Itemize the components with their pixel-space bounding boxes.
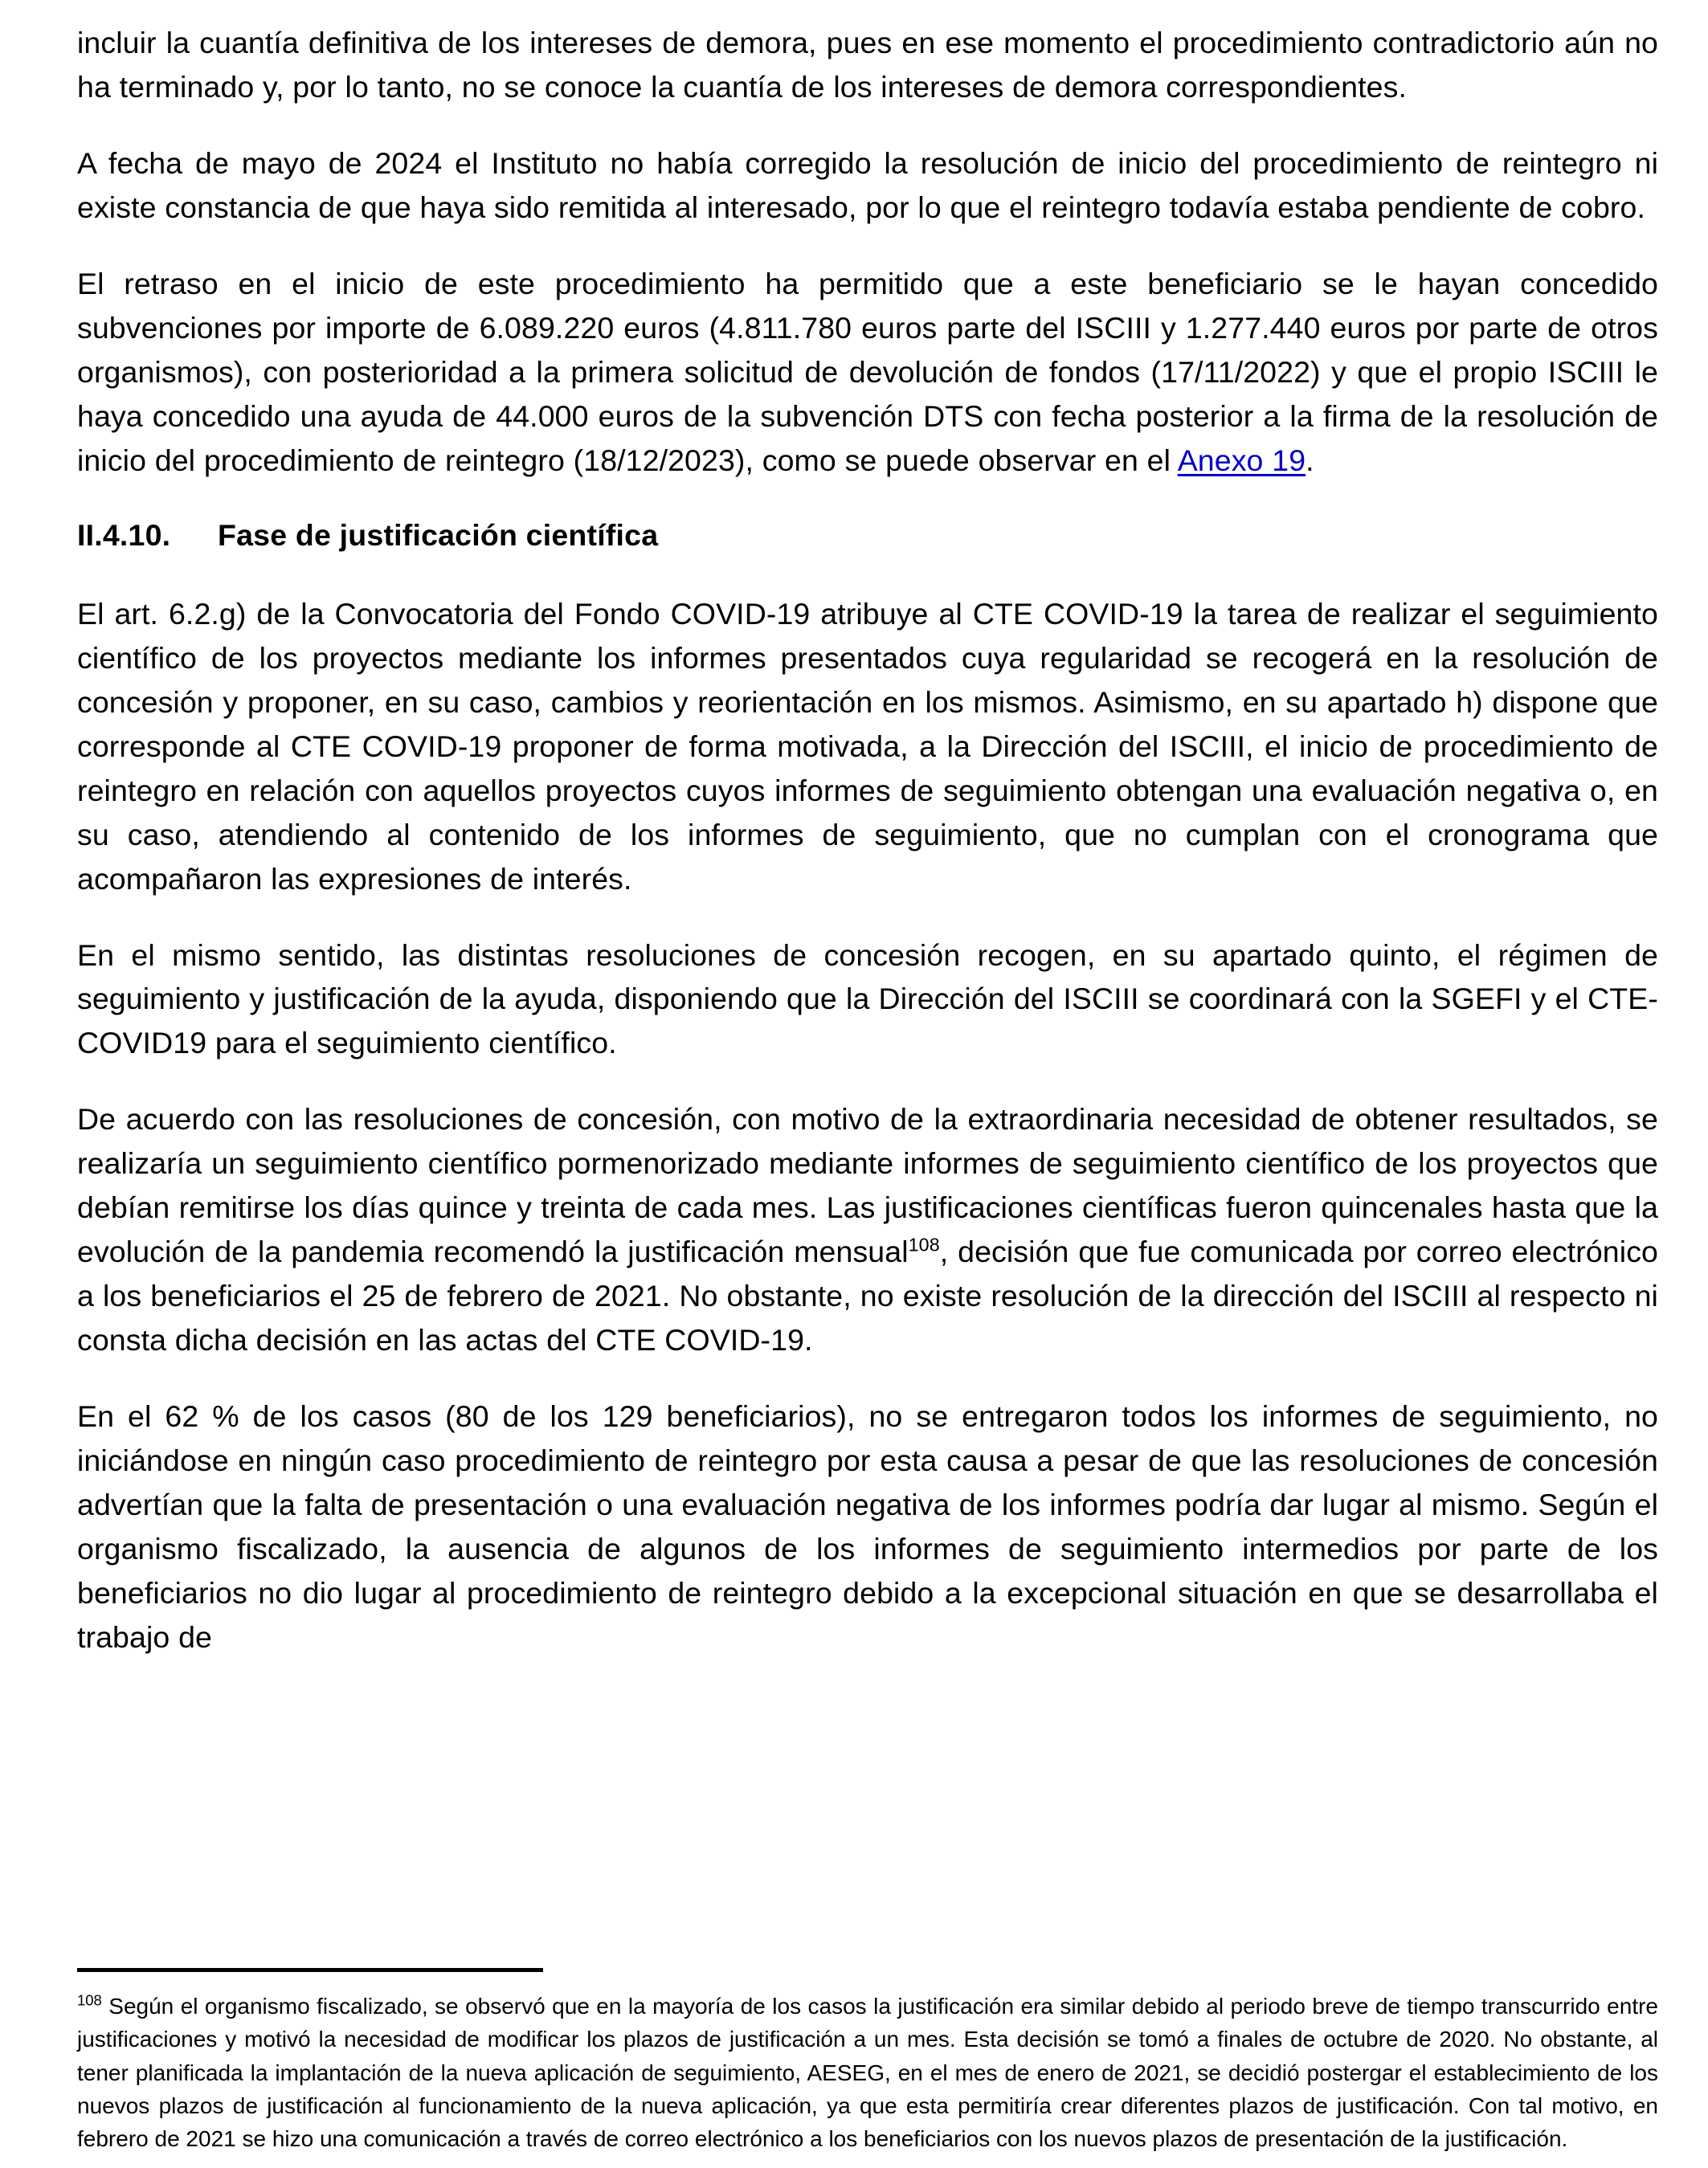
footnote-reference-108[interactable]: 108	[908, 1234, 940, 1255]
paragraph-seguimiento-text-before-ref: De acuerdo con las resoluciones de concesión, con motivo de la extraordinaria necesidad de obtener resultados, se realizaría un seguimiento científico pormenorizado mediante informes de seguimiento científico de los proyectos que debían remitirse los días quince y treinta de cada mes. Las justificaciones científicas fueron quincenales hasta que la evolución de la pandemia recomendó la justificación mensual	[77, 1102, 1658, 1269]
anexo-19-link[interactable]: Anexo 19	[1177, 443, 1306, 477]
footnote-area	[77, 1968, 1658, 2155]
paragraph-seguimiento-text-after-ref: , decisión que fue comunicada por correo electrónico a los beneficiarios el 25 de febrero de 2021. No obstante, no existe resolución de la dirección del ISCIII al respecto ni consta dicha decisión en las actas del CTE COVID-19.	[77, 1235, 1658, 1357]
paragraph-retraso-text-after-link: .	[1306, 443, 1314, 477]
paragraph-mismo-sentido: En el mismo sentido, las distintas resoluciones de concesión recogen, en su apartado quinto, el régimen de seguimiento y justificación de la ayuda, disponiendo que la Dirección del ISCIII se coordinará con la SGEFI y el CTE- COVID19 para el seguimiento científico.	[77, 937, 1658, 1060]
section-number: II.4.10.	[77, 518, 171, 553]
footnote-separator-rule	[77, 1968, 543, 1972]
document-body	[77, 21, 1658, 1660]
section-title: Fase de justificación científica	[218, 518, 659, 553]
paragraph-retraso-procedimiento	[77, 262, 1658, 483]
paragraph-seguimiento-cientifico	[77, 1097, 1658, 1362]
footnote-marker-108: 108	[77, 1991, 102, 2009]
paragraph-62-por-ciento: En el 62 % de los casos (80 de los 129 beneficiarios), no se entregaron todos los informes de seguimiento, no iniciándose en ningún caso procedimiento de reintegro por esta causa a pesar de que las resoluciones de concesión advertían que la falta de presentación o una evaluación negativa de los informes podría dar lugar al mismo. Según el organismo fiscalizado, la ausencia de algunos de los informes de seguimiento intermedios por parte de los beneficiarios no dio lugar al procedimiento de reintegro debido a la excepcional situación en que se desarrollaba el trabajo de	[77, 1398, 1658, 1654]
footnote-108-text: Según el organismo fiscalizado, se observó que en la mayoría de los casos la justificación era similar debido al periodo breve de tiempo transcurrido entre justificaciones y motivó la necesidad de modificar los plazos de justificación a un mes. Esta decisión se tomó a finales de octubre de 2020. No obstante, al tener planificada la implantación de la nueva aplicación de seguimiento, AESEG, en el mes de enero de 2021, se decidió postergar el establecimiento de los nuevos plazos de justificación al funcionamiento de la nueva aplicación, ya que esta permitiría crear diferentes plazos de justificación. Con tal motivo, en febrero de 2021 se hizo una comunicación a través de correo electrónico a los beneficiarios con los nuevos plazos de presentación de la justificación.	[77, 1994, 1659, 2151]
paragraph-intereses-demora: incluir la cuantía definitiva de los intereses de demora, pues en ese momento el procedimiento contradictorio aún no ha terminado y, por lo tanto, no se conoce la cuantía de los intereses de demora correspondientes.	[77, 26, 1658, 104]
paragraph-retraso-text-before-link: El retraso en el inicio de este procedimiento ha permitido que a este beneficiario se le hayan concedido subvenciones por importe de 6.089.220 euros (4.811.780 euros parte del ISCIII y 1.277.440 euros por parte de otros organismos), con posterioridad a la primera solicitud de devolución de fondos (17/11/2022) y que el propio ISCIII le haya concedido una ayuda de 44.000 euros de la subvención DTS con fecha posterior a la firma de la resolución de inicio del procedimiento de reintegro (18/12/2023), como se puede observar en el	[77, 266, 1658, 477]
page-title	[77, 514, 1658, 557]
paragraph-fecha-mayo-2024: A fecha de mayo de 2024 el Instituto no había corregido la resolución de inicio del procedimiento de reintegro ni existe constancia de que haya sido remitida al interesado, por lo que el reintegro todavía estaba pendiente de cobro.	[77, 145, 1658, 224]
footnote-108	[77, 1990, 1658, 2155]
paragraph-art-6-2-g: El art. 6.2.g) de la Convocatoria del Fondo COVID-19 atribuye al CTE COVID-19 la tarea de realizar el seguimiento científico de los proyectos mediante los informes presentados cuya regularidad se recogerá en la resolución de concesión y proponer, en su caso, cambios y reorientación en los mismos. Asimismo, en su apartado h) dispone que corresponde al CTE COVID-19 proponer de forma motivada, a la Dirección del ISCIII, el inicio de procedimiento de reintegro en relación con aquellos proyectos cuyos informes de seguimiento obtengan una evaluación negativa o, en su caso, atendiendo al contenido de los informes de seguimiento, que no cumplan con el cronograma que acompañaron las expresiones de interés.	[77, 596, 1658, 896]
